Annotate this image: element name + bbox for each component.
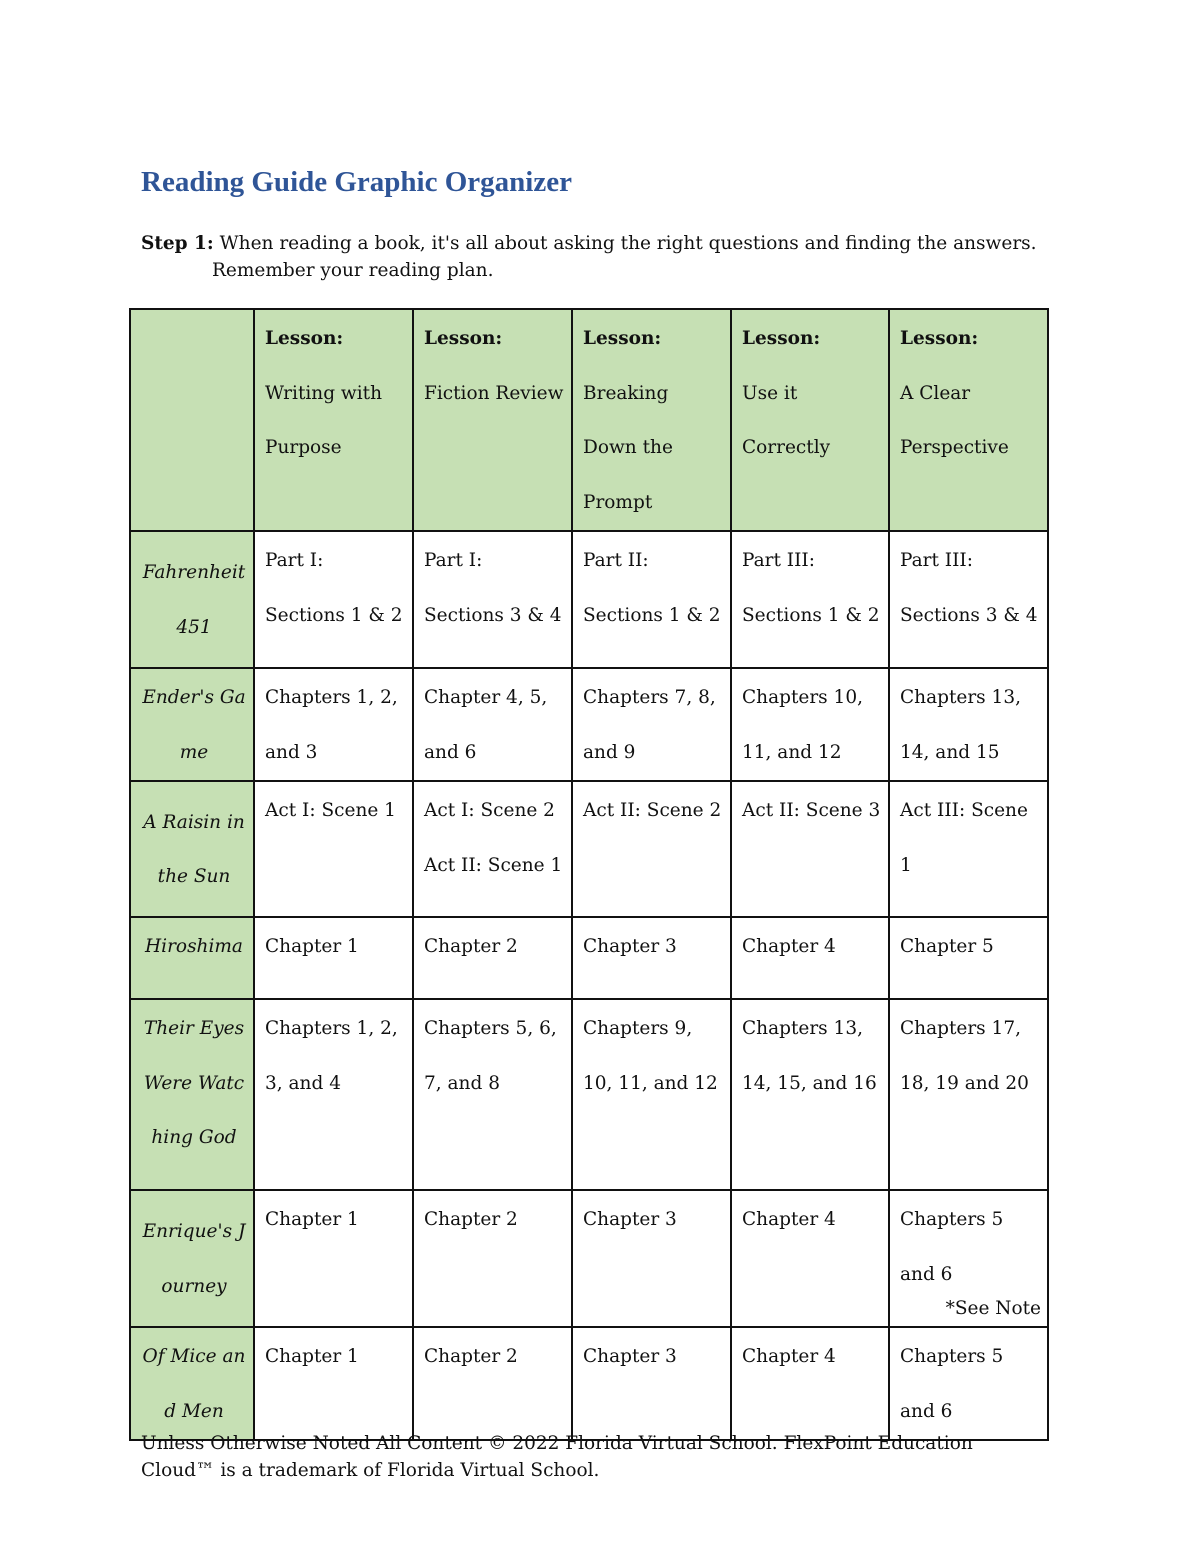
reading-cell: Chapter 3	[572, 1190, 731, 1327]
reading-cell: Chapter 3	[572, 917, 731, 999]
step-label: Step 1:	[141, 233, 214, 254]
lesson-name: Use it Correctly	[742, 382, 831, 458]
reading-cell: Chapter 2	[413, 1190, 572, 1327]
reading-cell: Chapter 4, 5, and 6	[413, 668, 572, 781]
reading-cell: Chapter 4	[731, 1327, 889, 1440]
step-instructions	[141, 230, 1061, 284]
reading-cell-text: Chapters 5 and 6	[900, 1209, 1004, 1285]
reading-cell: Act I: Scene 2 Act II: Scene 1	[413, 781, 572, 917]
reading-cell: Act I: Scene 1	[254, 781, 413, 917]
lesson-name: Fiction Review	[424, 382, 564, 404]
lesson-label: Lesson:	[742, 328, 821, 349]
lesson-name: A Clear Perspective	[900, 382, 1009, 458]
table-row	[130, 917, 1048, 999]
table-row	[130, 668, 1048, 781]
step-text: When reading a book, it's all about asking the right questions and finding the answers.	[219, 233, 1037, 254]
reading-cell: Part III: Sections 1 & 2	[731, 531, 889, 668]
reading-cell: Act II: Scene 2	[572, 781, 731, 917]
reading-cell: Chapter 3	[572, 1327, 731, 1440]
reading-cell: Chapters 17, 18, 19 and 20	[889, 999, 1048, 1190]
book-title-cell: Fahrenheit 451	[130, 531, 254, 668]
book-title-cell: Their Eyes Were Watching God	[130, 999, 254, 1190]
copyright-footer: Unless Otherwise Noted All Content © 2022 Florida Virtual School. FlexPoint Education Cloud™ is a trademark of Florida Virtual School.	[141, 1433, 973, 1481]
book-title-cell: A Raisin in the Sun	[130, 781, 254, 917]
page-title: Reading Guide Graphic Organizer	[141, 166, 572, 198]
lesson-name: Breaking Down the Prompt	[583, 382, 673, 513]
reading-cell: Chapters 10, 11, and 12	[731, 668, 889, 781]
lesson-header-row	[130, 309, 1048, 531]
table-row	[130, 1190, 1048, 1327]
lesson-label: Lesson:	[583, 328, 662, 349]
book-title-cell: Ender's Game	[130, 668, 254, 781]
lesson-label: Lesson:	[424, 328, 503, 349]
lesson-header-cell	[889, 309, 1048, 531]
reading-cell: Chapters 9, 10, 11, and 12	[572, 999, 731, 1190]
reading-cell: Chapter 2	[413, 917, 572, 999]
reading-cell: Part I: Sections 1 & 2	[254, 531, 413, 668]
reading-schedule-table	[129, 308, 1049, 1441]
reading-cell: Chapters 5, 6, 7, and 8	[413, 999, 572, 1190]
lesson-name: Writing with Purpose	[265, 382, 383, 458]
reading-cell: Chapters 5 and 6	[889, 1327, 1048, 1440]
reading-cell: Chapters 1, 2, 3, and 4	[254, 999, 413, 1190]
step-text-reminder: Remember your reading plan.	[212, 260, 494, 281]
lesson-header-cell	[254, 309, 413, 531]
lesson-header-cell	[413, 309, 572, 531]
table-row	[130, 531, 1048, 668]
corner-cell	[130, 309, 254, 531]
book-title-cell: Of Mice and Men	[130, 1327, 254, 1440]
reading-cell	[889, 1190, 1048, 1327]
lesson-label: Lesson:	[900, 328, 979, 349]
book-title-cell: Enrique's Journey	[130, 1190, 254, 1327]
reading-cell: Chapter 2	[413, 1327, 572, 1440]
lesson-header-cell	[572, 309, 731, 531]
reading-cell: Chapters 13, 14, and 15	[889, 668, 1048, 781]
reading-cell: Chapter 5	[889, 917, 1048, 999]
table-row	[130, 781, 1048, 917]
reading-cell: Chapter 4	[731, 1190, 889, 1327]
reading-cell: Chapters 1, 2, and 3	[254, 668, 413, 781]
lesson-header-cell	[731, 309, 889, 531]
reading-cell: Act II: Scene 3	[731, 781, 889, 917]
reading-cell: Part III: Sections 3 & 4	[889, 531, 1048, 668]
reading-cell: Chapter 4	[731, 917, 889, 999]
reading-cell: Part II: Sections 1 & 2	[572, 531, 731, 668]
lesson-label: Lesson:	[265, 328, 344, 349]
see-note-text: *See Note	[945, 1298, 1041, 1319]
table-row	[130, 999, 1048, 1190]
reading-cell: Act III: Scene 1	[889, 781, 1048, 917]
reading-cell: Part I: Sections 3 & 4	[413, 531, 572, 668]
reading-cell: Chapter 1	[254, 1190, 413, 1327]
book-title-cell: Hiroshima	[130, 917, 254, 999]
reading-cell: Chapter 1	[254, 917, 413, 999]
reading-cell: Chapters 13, 14, 15, and 16	[731, 999, 889, 1190]
reading-cell: Chapter 1	[254, 1327, 413, 1440]
reading-cell: Chapters 7, 8, and 9	[572, 668, 731, 781]
table-row	[130, 1327, 1048, 1440]
